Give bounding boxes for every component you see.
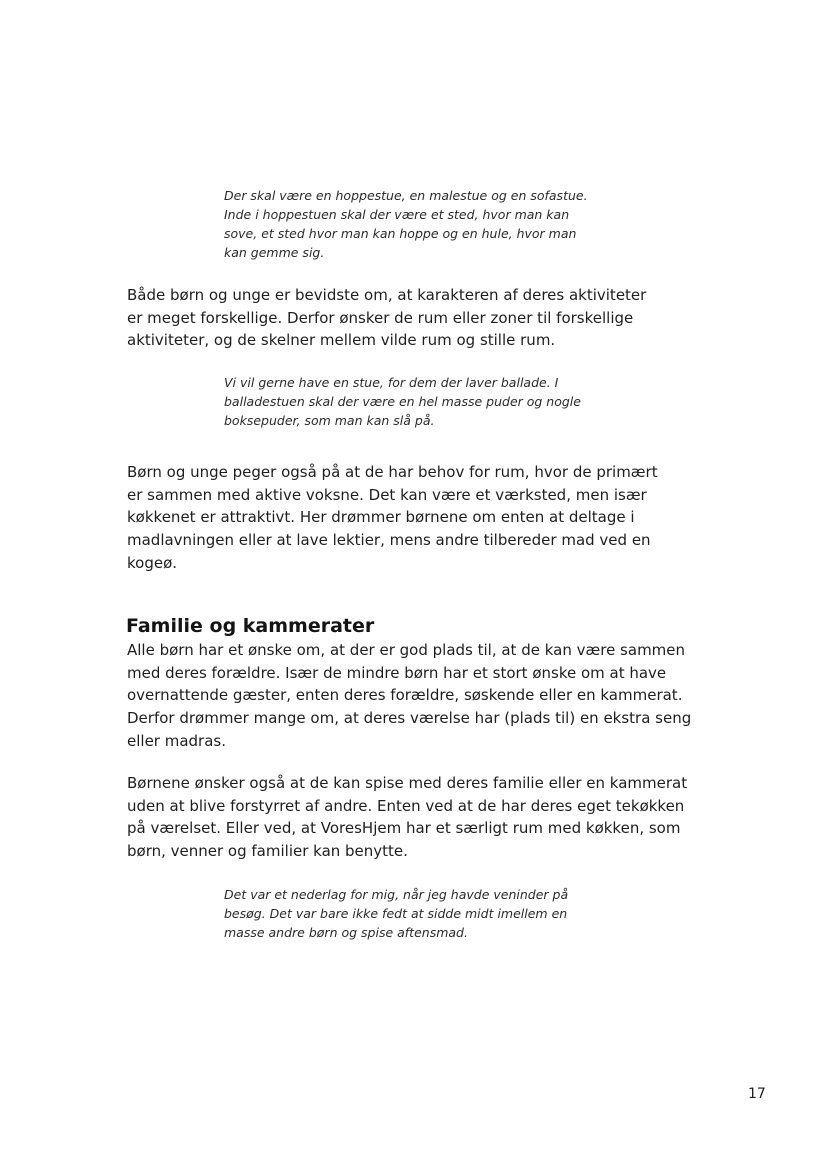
page-number: 17 xyxy=(748,1086,766,1102)
quote-line: balladestuen skal der være en hel masse puder og nogle xyxy=(224,394,581,409)
quote-line: Det var et nederlag for mig, når jeg havde veninder på xyxy=(224,887,569,902)
paragraph-line: på værelset. Eller ved, at VoresHjem har et særligt rum med køkken, som xyxy=(127,819,681,838)
quote-line: Inde i hoppestuen skal der være et sted, hvor man kan xyxy=(224,207,570,222)
quote-line: masse andre børn og spise aftensmad. xyxy=(224,925,468,940)
quote-line: Vi vil gerne have en stue, for dem der laver ballade. I xyxy=(224,375,559,390)
quote-hoppestue xyxy=(224,186,644,262)
paragraph-line: eller madras. xyxy=(127,731,226,750)
paragraph-line: aktiviteter, og de skelner mellem vilde rum og stille rum. xyxy=(127,331,556,350)
paragraph-line: kogeø. xyxy=(127,553,178,572)
quote-line: sove, et sted hvor man kan hoppe og en hule, hvor man xyxy=(224,226,577,241)
paragraph-active-adults xyxy=(127,461,717,575)
paragraph-line: Derfor drømmer mange om, at deres værelse har (plads til) en ekstra seng xyxy=(127,709,692,728)
paragraph-line: Alle børn har et ønske om, at der er god plads til, at de kan være sammen xyxy=(127,641,686,659)
quote-balladestue xyxy=(224,373,644,430)
section-heading: Familie og kammerater xyxy=(126,615,375,637)
paragraph-line: Børnene ønsker også at de kan spise med deres familie eller en kammerat xyxy=(127,774,688,792)
paragraph-line: er sammen med aktive voksne. Det kan være et værksted, men især xyxy=(127,485,647,504)
paragraph-line: overnattende gæster, enten deres forældre, søskende eller en kammerat. xyxy=(127,686,683,705)
paragraph-line: uden at blive forstyrret af andre. Enten ved at de har deres eget tekøkken xyxy=(127,796,685,815)
quote-nederlag xyxy=(224,885,644,942)
quote-line: boksepuder, som man kan slå på. xyxy=(224,413,435,428)
paragraph-line: køkkenet er attraktivt. Her drømmer børnene om enten at deltage i xyxy=(127,508,635,527)
paragraph-family xyxy=(127,639,717,753)
paragraph-line: Både børn og unge er bevidste om, at karakteren af deres aktiviteter xyxy=(127,286,647,304)
paragraph-line: madlavningen eller at lave lektier, mens andre tilbereder mad ved en xyxy=(127,531,651,550)
paragraph-line: med deres forældre. Især de mindre børn har et stort ønske om at have xyxy=(127,663,667,682)
quote-line: besøg. Det var bare ikke fedt at sidde midt imellem en xyxy=(224,906,568,921)
paragraph-activities xyxy=(127,284,717,352)
quote-line: kan gemme sig. xyxy=(224,245,325,260)
quote-line: Der skal være en hoppestue, en malestue og en sofastue. xyxy=(224,188,588,203)
paragraph-line: Børn og unge peger også på at de har behov for rum, hvor de primært xyxy=(127,463,658,481)
paragraph-line: er meget forskellige. Derfor ønsker de rum eller zoner til forskellige xyxy=(127,308,634,327)
paragraph-line: børn, venner og familier kan benytte. xyxy=(127,842,408,861)
paragraph-eating xyxy=(127,772,717,863)
